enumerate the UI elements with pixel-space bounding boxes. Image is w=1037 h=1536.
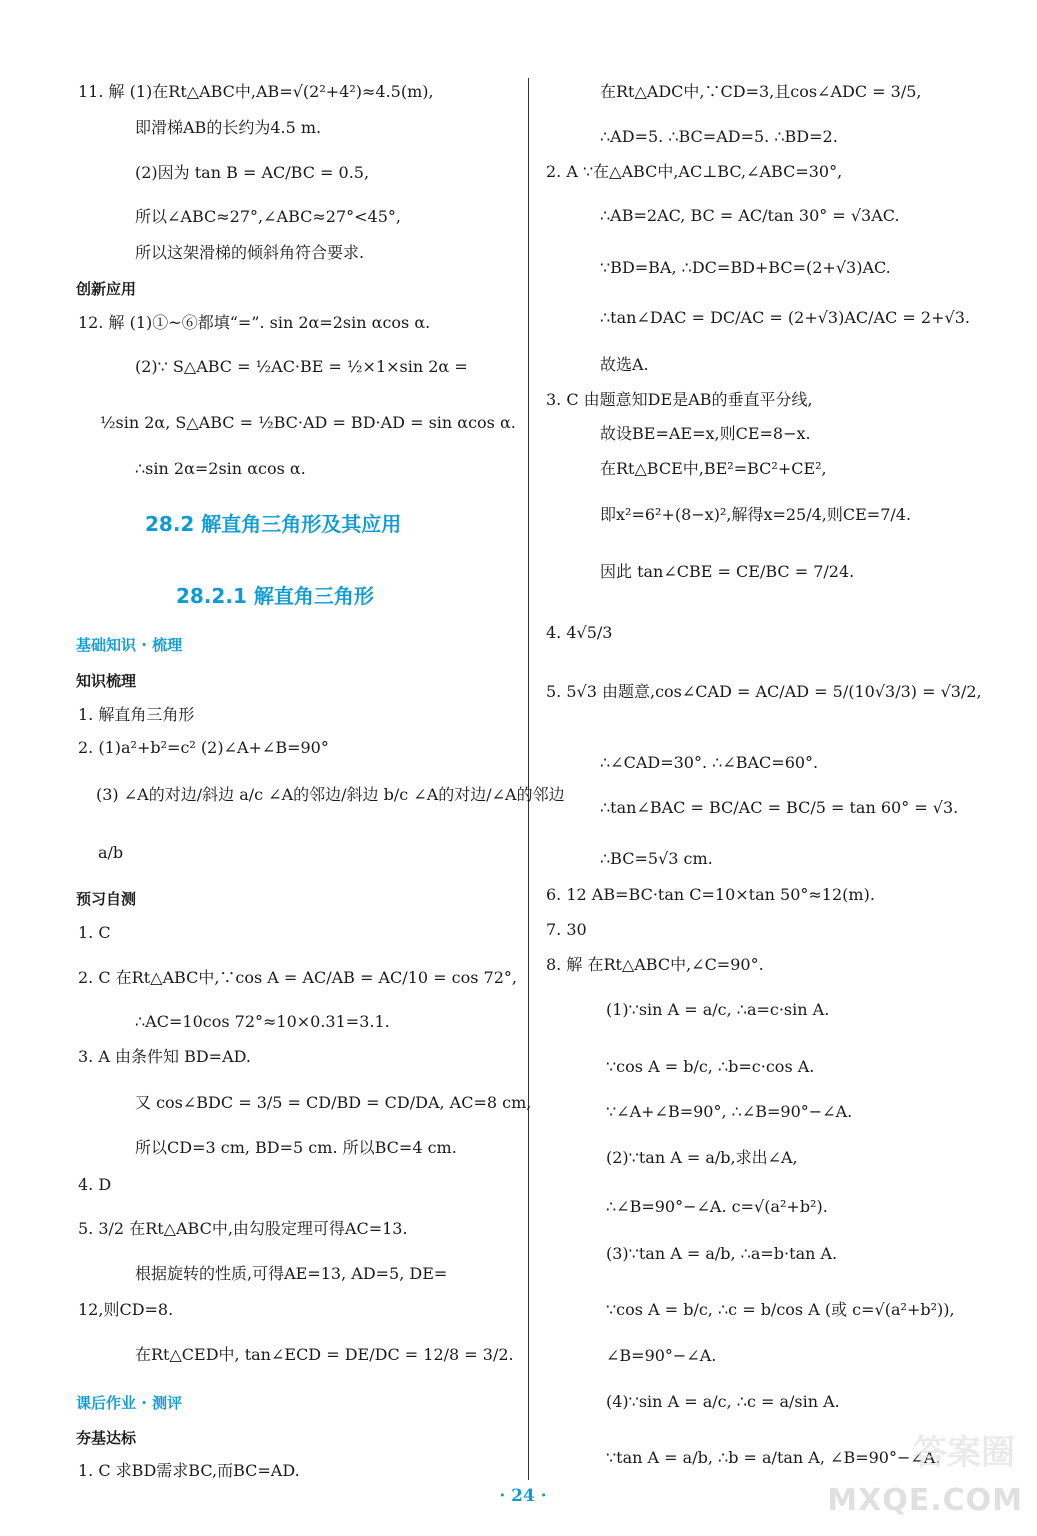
hw8-line-8: ∵cos A = b/c, ∴c = b/cos A (或 c=√(a²+b²)), — [606, 1300, 955, 1319]
preview-5-line-3: 12,则CD=8. — [78, 1300, 174, 1319]
knowledge-2: 2. (1)a²+b²=c² (2)∠A+∠B=90° — [78, 738, 329, 757]
watermark: MXQE.COM — [827, 1483, 1023, 1518]
section-title: 28.2.1 解直角三角形 — [176, 584, 374, 608]
hw8-line-7: (3)∵tan A = a/b, ∴a=b·tan A. — [606, 1244, 838, 1263]
knowledge-4: a/b — [98, 843, 124, 862]
answer-11-line-2: 即滑梯AB的长约为4.5 m. — [135, 118, 322, 137]
section-creative: 创新应用 — [76, 280, 137, 298]
hw2-line-3: ∵BD=BA, ∴DC=BD+BC=(2+√3)AC. — [600, 258, 891, 277]
hw8-line-1: 8. 解 在Rt△ABC中,∠C=90°. — [546, 955, 764, 974]
hw5-line-1: 5. 5√3 由题意,cos∠CAD = AC/AD = 5/(10√3/3) = √3/2, — [546, 682, 982, 701]
hw5-line-2: ∴∠CAD=30°. ∴∠BAC=60°. — [600, 753, 819, 772]
hw8-line-10: (4)∵sin A = a/c, ∴c = a/sin A. — [606, 1392, 840, 1411]
answer-11-line-3: (2)因为 tan B = AC/BC = 0.5, — [135, 163, 370, 182]
hw4: 4. 4√5/3 — [546, 623, 613, 642]
hw5-line-4: ∴BC=5√3 cm. — [600, 849, 713, 868]
preview-1: 1. C — [78, 923, 111, 942]
hw8-line-4: ∵∠A+∠B=90°, ∴∠B=90°−∠A. — [606, 1102, 853, 1121]
hw1-line-3: ∴AD=5. ∴BC=AD=5. ∴BD=2. — [600, 127, 838, 146]
preview-2-line-2: ∴AC=10cos 72°≈10×0.31=3.1. — [135, 1012, 390, 1031]
hw5-line-3: ∴tan∠BAC = BC/AC = BC/5 = tan 60° = √3. — [600, 798, 959, 817]
preview-2-line-1: 2. C 在Rt△ABC中,∵cos A = AC/AB = AC/10 = cos 72°, — [78, 968, 517, 987]
answer-11-line-1: 11. 解 (1)在Rt△ABC中,AB=√(2²+4²)≈4.5(m), — [78, 82, 434, 101]
hw3-line-5: 因此 tan∠CBE = CE/BC = 7/24. — [600, 562, 855, 581]
homework-1: 1. C 求BD需求BC,而BC=AD. — [78, 1461, 300, 1480]
hw7: 7. 30 — [546, 920, 587, 939]
hw8-line-6: ∴∠B=90°−∠A. c=√(a²+b²). — [606, 1197, 828, 1216]
preview-3-line-2: 又 cos∠BDC = 3/5 = CD/BD = CD/DA, AC=8 cm, — [135, 1093, 532, 1112]
subsection-knowledge: 知识梳理 — [76, 672, 137, 690]
hw3-line-4: 即x²=6²+(8−x)²,解得x=25/4,则CE=7/4. — [600, 505, 912, 524]
hw8-line-11: ∵tan A = a/b, ∴b = a/tan A, ∠B=90°−∠A. — [606, 1448, 941, 1467]
answer-12-line-4: ∴sin 2α=2sin αcos α. — [135, 459, 306, 478]
hw8-line-5: (2)∵tan A = a/b,求出∠A, — [606, 1148, 798, 1167]
hw3-line-1: 3. C 由题意知DE是AB的垂直平分线, — [546, 390, 813, 409]
hw3-line-2: 故设BE=AE=x,则CE=8−x. — [600, 424, 811, 443]
answer-11-line-4: 所以∠ABC≈27°,∠ABC≈27°<45°, — [135, 207, 401, 226]
answer-12-line-2: (2)∵ S△ABC = ½AC·BE = ½×1×sin 2α = — [135, 357, 468, 376]
page-number: · 24 · — [499, 1486, 547, 1506]
subsection-basic: 基础知识 · 梳理 — [76, 636, 183, 654]
column-divider — [528, 78, 529, 1480]
hw8-line-3: ∵cos A = b/c, ∴b=c·cos A. — [606, 1057, 815, 1076]
hw1-line-2: 在Rt△ADC中,∵CD=3,且cos∠ADC = 3/5, — [600, 82, 922, 101]
hw2-line-5: 故选A. — [600, 355, 649, 374]
answer-12-line-1: 12. 解 (1)①~⑥都填“=”. sin 2α=2sin αcos α. — [78, 313, 431, 332]
preview-3-line-3: 所以CD=3 cm, BD=5 cm. 所以BC=4 cm. — [135, 1138, 457, 1157]
preview-5-line-4: 在Rt△CED中, tan∠ECD = DE/DC = 12/8 = 3/2. — [135, 1345, 514, 1364]
answer-11-line-5: 所以这架滑梯的倾斜角符合要求. — [135, 243, 365, 262]
hw2-line-4: ∴tan∠DAC = DC/AC = (2+√3)AC/AC = 2+√3. — [600, 308, 970, 327]
hw2-line-2: ∴AB=2AC, BC = AC/tan 30° = √3AC. — [600, 206, 900, 225]
watermark-cn: 答案圈 — [913, 1433, 1015, 1473]
subsection-preview: 预习自测 — [76, 890, 137, 908]
hw6: 6. 12 AB=BC·tan C=10×tan 50°≈12(m). — [546, 885, 875, 904]
hw8-line-9: ∠B=90°−∠A. — [606, 1346, 717, 1365]
preview-5-line-1: 5. 3/2 在Rt△ABC中,由勾股定理可得AC=13. — [78, 1219, 408, 1238]
subsection-homework: 课后作业 · 测评 — [76, 1394, 183, 1412]
chapter-title: 28.2 解直角三角形及其应用 — [145, 512, 402, 536]
knowledge-3: (3) ∠A的对边/斜边 a/c ∠A的邻边/斜边 b/c ∠A的对边/∠A的邻边 — [96, 785, 565, 804]
knowledge-1: 1. 解直角三角形 — [78, 705, 195, 724]
hw3-line-3: 在Rt△BCE中,BE²=BC²+CE², — [600, 459, 827, 478]
preview-5-line-2: 根据旋转的性质,可得AE=13, AD=5, DE= — [135, 1264, 448, 1283]
preview-4: 4. D — [78, 1175, 112, 1194]
preview-3-line-1: 3. A 由条件知 BD=AD. — [78, 1047, 251, 1066]
answer-12-line-3: ½sin 2α, S△ABC = ½BC·AD = BD·AD = sin αcos α. — [100, 413, 516, 432]
subsection-standard: 夯基达标 — [76, 1429, 137, 1447]
hw2-line-1: 2. A ∵在△ABC中,AC⊥BC,∠ABC=30°, — [546, 162, 843, 181]
hw8-line-2: (1)∵sin A = a/c, ∴a=c·sin A. — [606, 1000, 830, 1019]
